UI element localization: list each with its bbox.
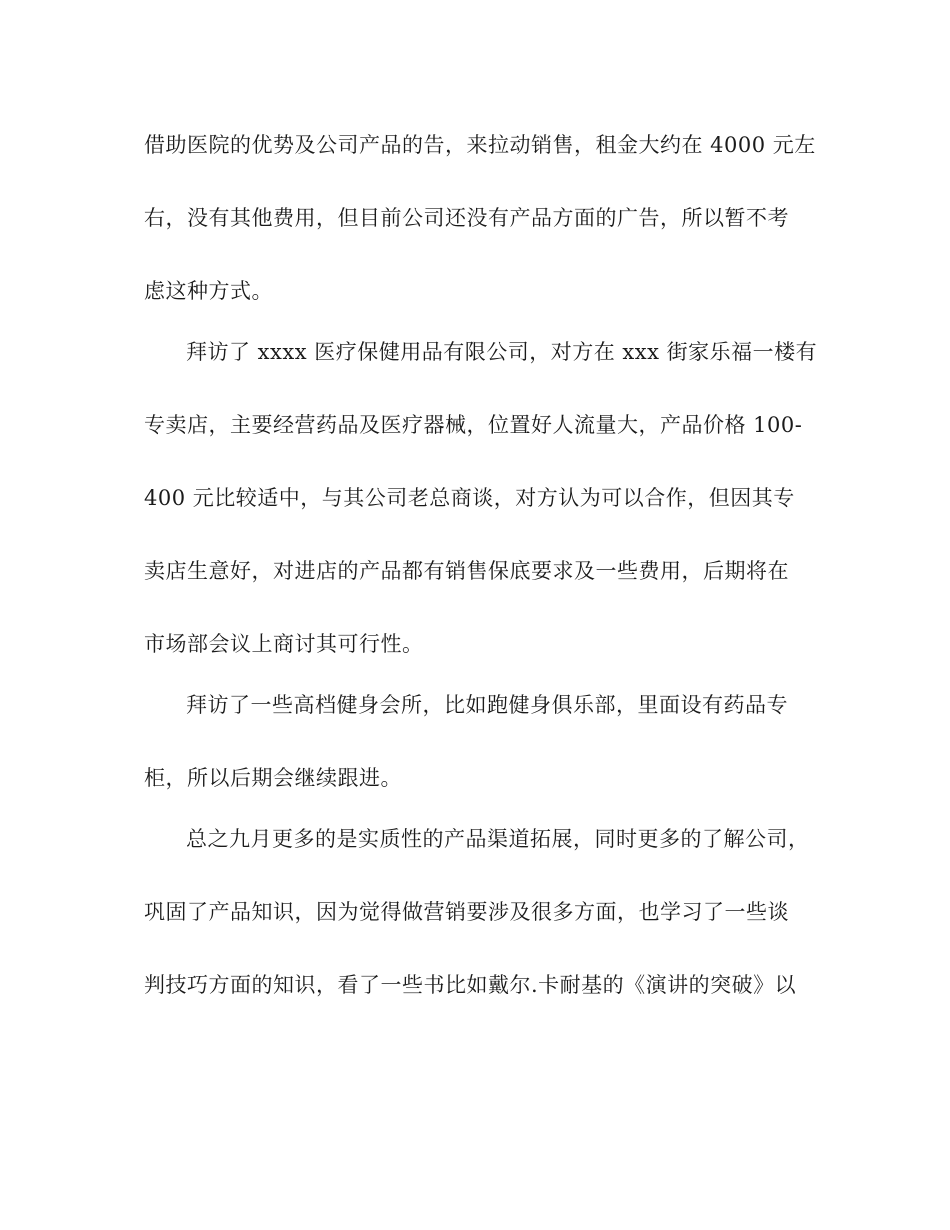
paragraph-first-line: 拜访了一些高档健身会所，比如跑健身俱乐部，里面设有药品专 xyxy=(186,693,788,717)
text-line: 卖店生意好，对进店的产品都有销售保底要求及一些费用，后期将在 xyxy=(144,559,789,583)
text-line: 柜，所以后期会继续跟进。 xyxy=(144,766,402,790)
text-line: 右，没有其他费用，但目前公司还没有产品方面的广告，所以暂不考 xyxy=(144,206,789,230)
text-line: 虑这种方式。 xyxy=(144,279,273,303)
text-line: 400 元比较适中，与其公司老总商谈，对方认为可以合作，但因其专 xyxy=(144,486,795,510)
paragraph-first-line: 拜访了 xxxx 医疗保健用品有限公司，对方在 xxx 街家乐福一楼有 xyxy=(186,340,818,364)
text-line: 判技巧方面的知识，看了一些书比如戴尔.卡耐基的《演讲的突破》以 xyxy=(144,973,797,997)
text-line: 专卖店，主要经营药品及医疗器械，位置好人流量大，产品价格 100- xyxy=(144,413,803,437)
text-line: 市场部会议上商讨其可行性。 xyxy=(144,632,424,656)
paragraph-first-line: 总之九月更多的是实质性的产品渠道拓展，同时更多的了解公司， xyxy=(186,827,810,851)
text-line: 巩固了产品知识，因为觉得做营销要涉及很多方面，也学习了一些谈 xyxy=(144,900,789,924)
text-line: 借助医院的优势及公司产品的告，来拉动销售，租金大约在 4000 元左 xyxy=(144,133,816,157)
